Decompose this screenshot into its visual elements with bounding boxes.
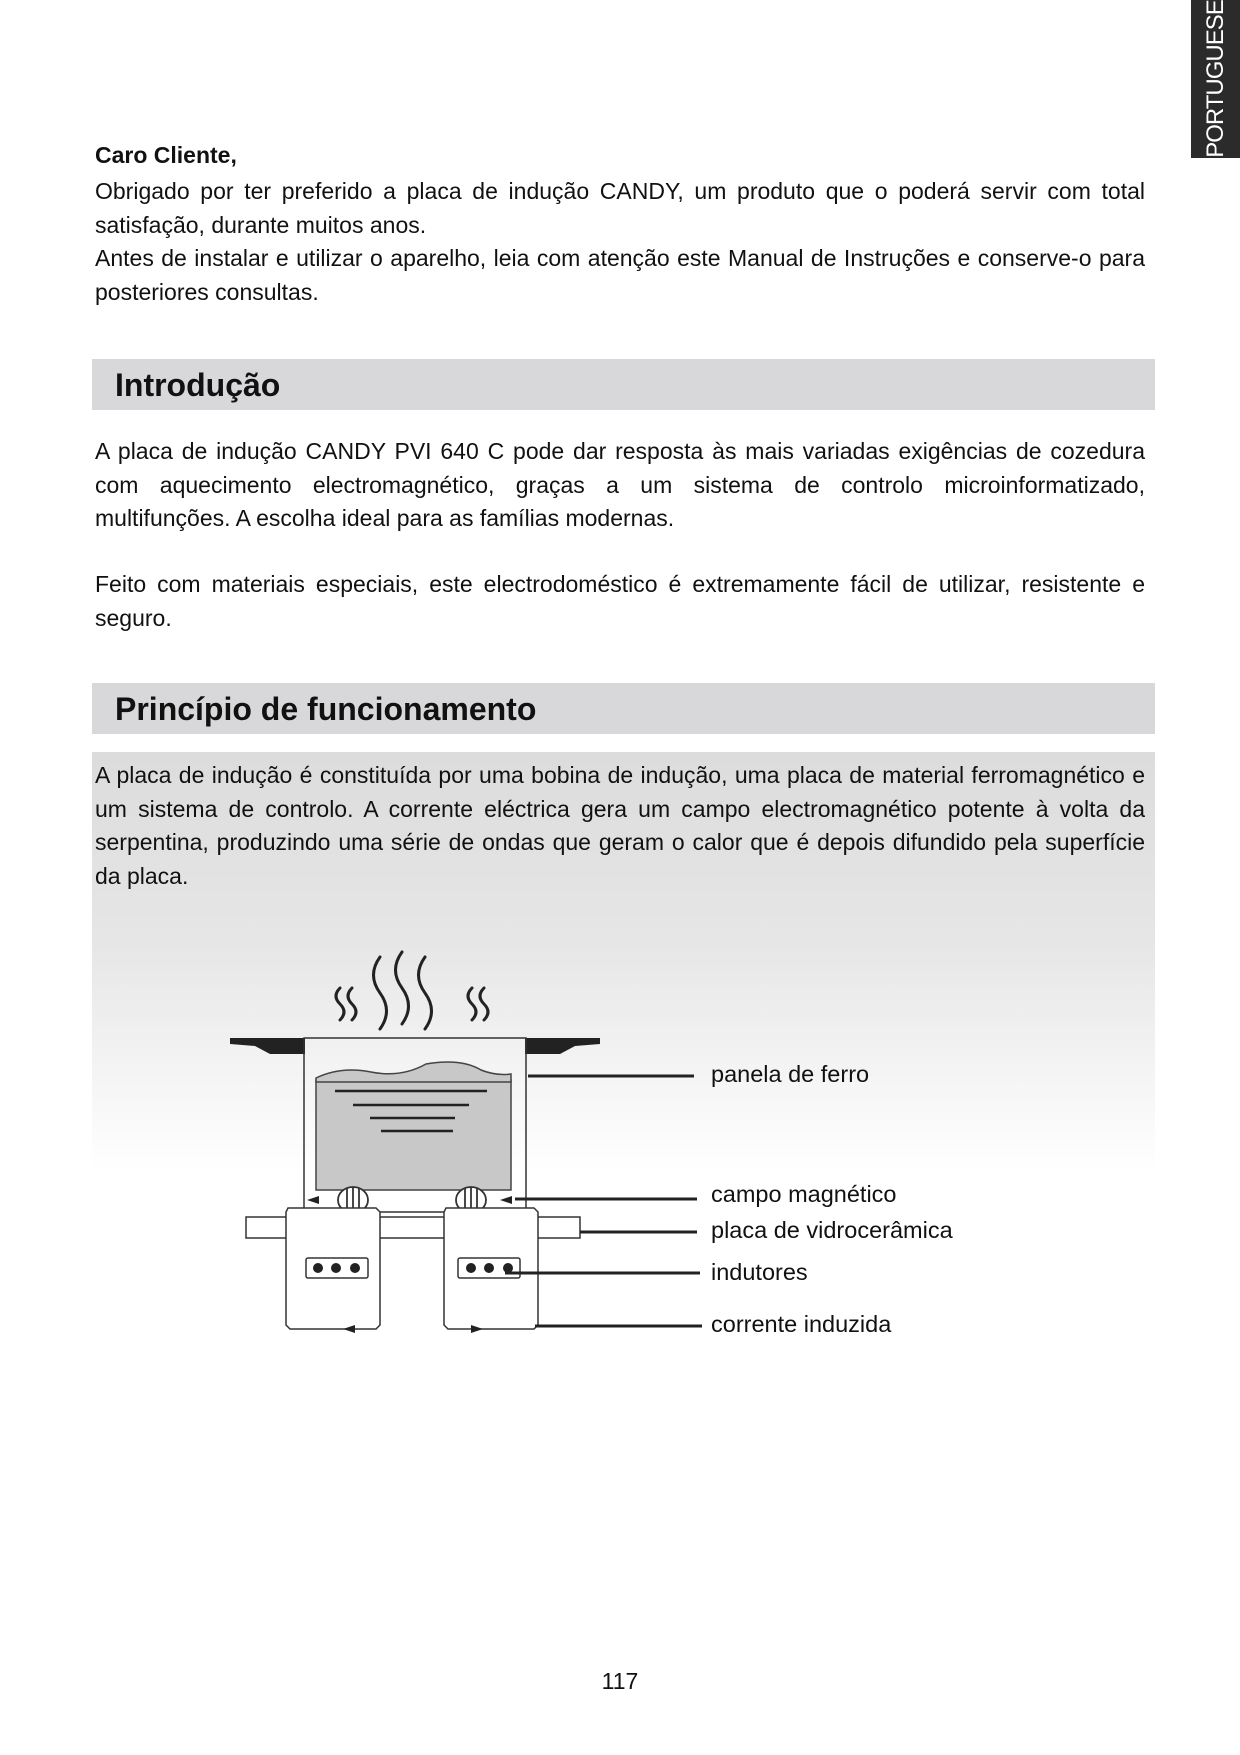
introduction-paragraph-2: Feito com materiais especiais, este electrodoméstico é extremamente fácil de utilizar, resistente e seguro. [95, 571, 1145, 631]
principle-heading: Princípio de funcionamento [115, 691, 537, 727]
iron-pan [304, 1038, 526, 1212]
label-induced-current: corrente induzida [711, 1311, 892, 1337]
page-number: 117 [601, 1668, 639, 1694]
label-magnetic-field: campo magnético [711, 1181, 897, 1207]
label-glass-plate: placa de vidrocerâmica [711, 1217, 953, 1243]
introduction-heading: Introdução [115, 367, 281, 403]
heat-waves-icon [336, 952, 488, 1029]
salutation: Caro Cliente, [95, 142, 237, 168]
greeting-paragraph-2: Antes de instalar e utilizar o aparelho, leia com atenção este Manual de Instruções e conserve-o para posteriores consultas. [95, 245, 1145, 305]
greeting-paragraph-1: Obrigado por ter preferido a placa de indução CANDY, um produto que o poderá servir com total satisfação, durante muitos anos. [95, 178, 1145, 238]
label-inductors: indutores [711, 1259, 808, 1285]
principle-paragraph: A placa de indução é constituída por uma bobina de indução, uma placa de material ferromagnético e um sistema de controlo. A corrente eléctrica gera um campo electromagnético potente à volta da serpentina, produzindo uma série de ondas que geram o calor que é depois difundido pela superfície da placa. [95, 762, 1145, 889]
introduction-paragraph-1: A placa de indução CANDY PVI 640 C pode dar resposta às mais variadas exigências de cozedura com aquecimento electromagnético, graças a um sistema de controlo microinformatizado, multifunções. A escolha ideal para as famílias modernas. [95, 438, 1145, 531]
pan-handles [230, 1038, 600, 1054]
label-iron-pan: panela de ferro [711, 1061, 870, 1087]
language-label: PORTUGUESE [1201, 0, 1229, 158]
